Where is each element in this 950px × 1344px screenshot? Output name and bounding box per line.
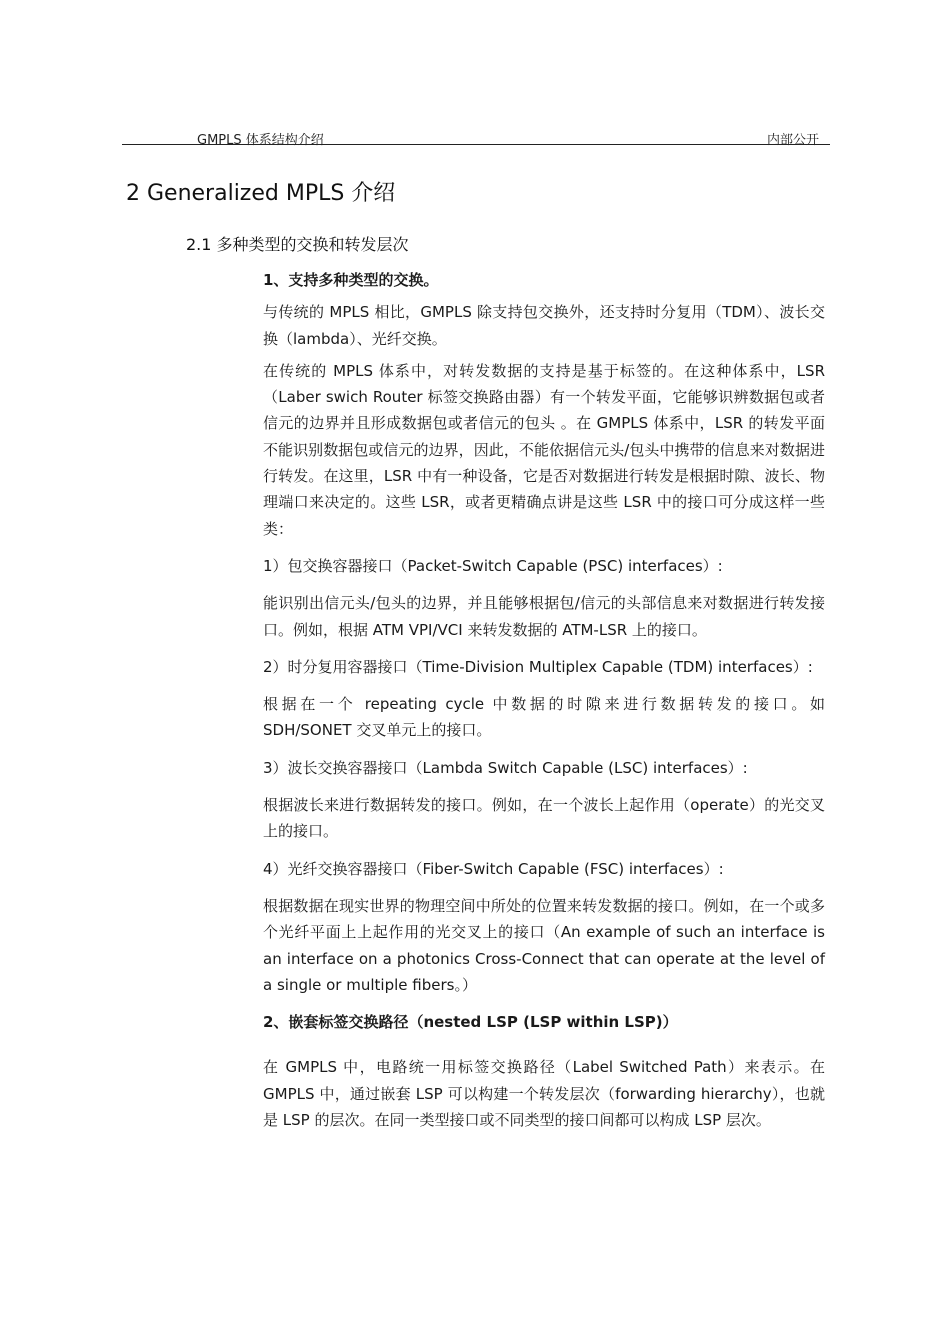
point-1-heading: 1、支持多种类型的交换。: [263, 271, 439, 289]
paragraph-lsr-forwarding: 在传统的 MPLS 体系中，对转发数据的支持是基于标签的。在这种体系中，LSR（Laber swich Router 标签交换路由器）有一个转发平面，它能够识辨数据包或者信元的边界并且形成数据包或者信元的包头 。在 GMPLS 体系中，LSR 的转发平面不能识别数据包或信元的边界，因此，不能依据信元头/包头中携带的信息来对数据进行转发。在这里，LSR 中有一种设备，它是否对数据进行转发是根据时隙、波长、物理端口来决定的。这些 LSR，或者更精确点讲是这些 LSR 中的接口可分成这样一些类：: [263, 361, 825, 538]
psc-heading: 1）包交换容器接口（Packet-Switch Capable (PSC) interfaces）:: [263, 556, 723, 575]
section-heading: 2 Generalized MPLS 介绍: [126, 181, 396, 206]
tdm-heading: 2）时分复用容器接口（Time-Division Multiplex Capable (TDM) interfaces）:: [263, 657, 813, 676]
lsc-heading: 3）波长交换容器接口（Lambda Switch Capable (LSC) interfaces）:: [263, 758, 748, 777]
fsc-heading: 4）光纤交换容器接口（Fiber-Switch Capable (FSC) interfaces）:: [263, 859, 724, 878]
paragraph-nested-lsp: 在 GMPLS 中，电路统一用标签交换路径（Label Switched Path）来表示。在 GMPLS 中，通过嵌套 LSP 可以构建一个转发层次（forwarding hierarchy），也就是 LSP 的层次。在同一类型接口或不同类型的接口间都可以构成 LSP 层次。: [263, 1058, 825, 1130]
header-divider: [122, 144, 830, 145]
body-content: [263, 267, 825, 1133]
header-doc-title: GMPLS 体系结构介绍: [197, 133, 324, 148]
paragraph-gmpls-vs-mpls: 与传统的 MPLS 相比，GMPLS 除支持包交换外，还支持时分复用（TDM）、波长交换（lambda）、光纤交换。: [263, 303, 825, 348]
lsc-description: 根据波长来进行数据转发的接口。例如，在一个波长上起作用（operate）的光交叉上的接口。: [263, 796, 825, 841]
fsc-description: 根据数据在现实世界的物理空间中所处的位置来转发数据的接口。例如，在一个或多个光纤平面上上起作用的光交叉上的接口（An example of such an interface is an interface on a photonics Cross-Connect that can operate at the level of a single or multiple fibers。）: [263, 896, 825, 994]
psc-description: 能识别出信元头/包头的边界，并且能够根据包/信元的头部信息来对数据进行转发接口。例如，根据 ATM VPI/VCI 来转发数据的 ATM-LSR 上的接口。: [263, 594, 825, 639]
subsection-heading: 2.1 多种类型的交换和转发层次: [186, 235, 409, 254]
header-classification: 内部公开: [767, 133, 820, 148]
point-2-heading: 2、嵌套标签交换路径（nested LSP (LSP within LSP)）: [263, 1013, 678, 1032]
tdm-description: 根据在一个 repeating cycle 中数据的时隙来进行数据转发的接口。如 SDH/SONET 交叉单元上的接口。: [263, 695, 825, 740]
